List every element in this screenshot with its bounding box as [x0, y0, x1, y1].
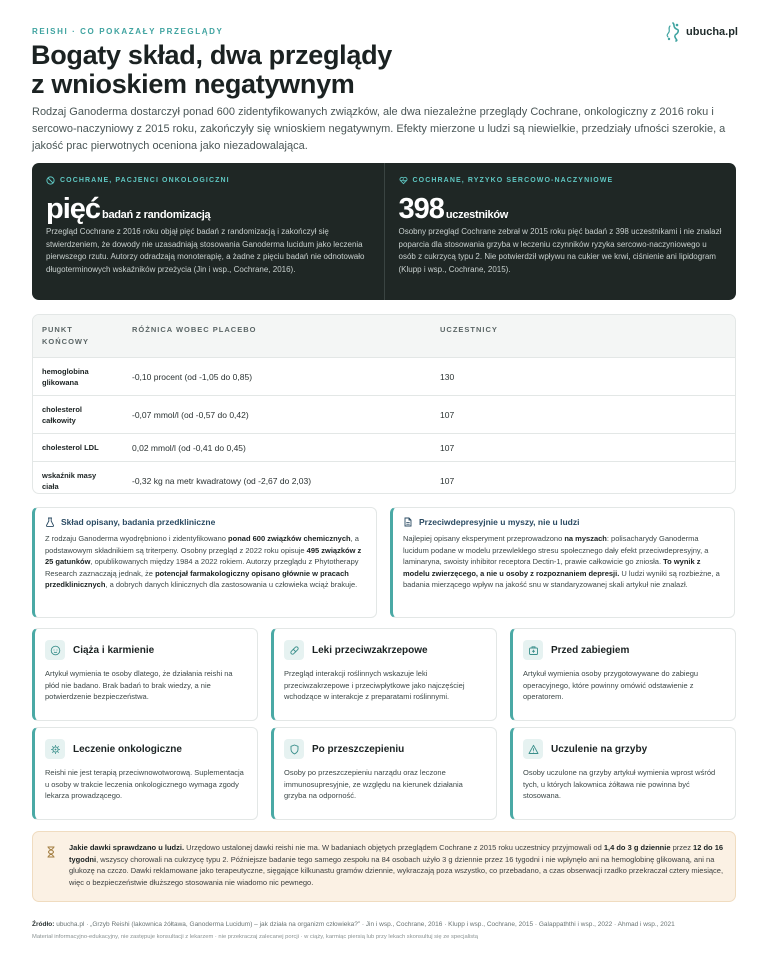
card-text: Reishi nie jest terapią przeciwnowotworową. Suplementacja u osoby w trakcie leczenia onkologicznego wymaga zgody lekarza prowadzącego.	[45, 768, 244, 801]
note-text: Jakie dawki sprawdzano u ludzi. Urzędowo ustalonej dawki reishi nie ma. W badaniach objętych przeglądem Cochrane z 2015 roku uczestnicy przyjmowali od 1,4 do 3 g dziennie przez 12 do 16 tygodni, wszyscy chorowali na cukrzycę typu 2. Późniejsze badanie tego samego zespołu na 84 osobach użyło 3 g dziennie przez 16 tygodni i nie wpłynęło ani na hemoglobinę glikowaną, ani na glukozę na czczo. Dawki reklamowane jako terapeutyczne, sięgające kilkunastu gramów dziennie, wykraczają poza wszystko, co przebadano, a czas obserwacji rzadko przekraczał cztery miesiące, więc o bezpieczeństwie dłuższego stosowania nie wiadomo nic pewnego.	[69, 843, 724, 888]
info-text: Najlepiej opisany eksperyment przeprowadzono na myszach: polisacharydy Ganoderma lucidum podane w modelu przewlekłego stresu społecznego dały efekt przeciwdepresyjny, a laminaryna, swoisty inhibitor receptora Dectin-1, prawie całkowicie go zniosła. To wynik z modelu zwierzęcego, a nie u osoby z rozpoznaniem depresji. U ludzi wyniki są rozbieżne, a badania mierzącego wpływ na jakość snu w standaryzowanej skali artykuł nie znalazł.	[403, 534, 720, 590]
card-text: Artykuł wymienia osoby przygotowywane do zabiegu operacyjnego, które powinny omówić odstawienie z operatorem.	[523, 669, 699, 702]
card-title: Leczenie onkologiczne	[45, 739, 247, 759]
dosage-note	[32, 831, 736, 902]
info-box-composition	[32, 507, 377, 618]
stat-text: Przegląd Cochrane z 2016 roku objął pięć badań z randomizacją i zakończył się stwierdzeniem, że dowody nie uzasadniają stosowania Ganoderma lucidum jako leczenia pierwszego rzutu. Autorzy odradzają monoterapię, a żadne z pięciu badań nie odnotowało długoterminowych wskaźników przeżycia (Jin i wsp., Cochrane, 2016).	[46, 227, 365, 274]
card-title: Po przeszczepieniu	[284, 739, 486, 759]
card-surgery	[510, 628, 736, 721]
info-title: Przeciwdepresyjnie u myszy, nie u ludzi	[403, 517, 724, 527]
heart-pulse-icon	[399, 176, 408, 185]
shield-icon	[289, 744, 300, 755]
card-text: Osoby uczulone na grzyby artykuł wymienia wprost wśród tych, u których lakownica żółtawa nie powinna być stosowana.	[523, 768, 716, 801]
baby-icon	[50, 645, 61, 656]
card-title: Leki przeciwzakrzepowe	[284, 640, 486, 660]
pill-icon	[289, 645, 300, 656]
stat-number: 398 uczestników	[398, 193, 508, 225]
info-title: Skład opisany, badania przedkliniczne	[45, 517, 366, 527]
card-text: Osoby po przeszczepieniu narządu oraz leczone immunosupresyjnie, ze względu na kierunek działania grzyba na odporność.	[284, 768, 463, 801]
card-title: Przed zabiegiem	[523, 640, 725, 660]
medical-bag-icon	[528, 645, 539, 656]
table-header: PUNKT KOŃCOWY	[33, 315, 123, 358]
hourglass-icon	[46, 846, 56, 858]
card-fungal-allergy	[510, 727, 736, 820]
kicker: REISHI · CO POKAZAŁY PRZEGLĄDY	[32, 27, 224, 36]
stats-panel	[32, 163, 736, 300]
table-row: wskaźnik masy ciała -0,32 kg na metr kwadratowy (od -2,67 do 2,03) 107	[33, 462, 735, 495]
stat-cardio	[384, 163, 737, 300]
card-text: Przegląd interakcji roślinnych wskazuje leki przeciwzakrzepowe i przeciwpłytkowe jako najczęściej wchodzące w interakcje z preparatami roślinnymi.	[284, 669, 465, 702]
warning-icon	[528, 744, 539, 755]
card-transplant	[271, 727, 497, 820]
info-box-depression	[390, 507, 735, 618]
page-title: Bogaty skład, dwa przeglądy z wnioskiem negatywnym	[31, 40, 393, 99]
table-header: RÓŻNICA WOBEC PLACEBO	[123, 315, 431, 358]
table-row: hemoglobina glikowana -0,10 procent (od -1,05 do 0,85) 130	[33, 358, 735, 396]
stat-label: COCHRANE, PACJENCI ONKOLOGICZNI	[46, 176, 370, 185]
site-logo[interactable]	[665, 22, 738, 42]
cell-icon	[50, 744, 61, 755]
card-title: Uczulenie na grzyby	[523, 739, 725, 759]
info-text: Z rodzaju Ganoderma wyodrębniono i zidentyfikowano ponad 600 związków chemicznych, a podstawowym składnikiem są triterpeny. Osobny przegląd z 2022 roku opisuje 495 związków z 25 gatunków, opublikowanych między 1984 a 2022 rokiem. Autorzy przeglądu z Phytotherapy Research zaznaczają jednak, że potencjał farmakologiczny opisano głównie w pracach przedklinicznych, a dobrych danych klinicznych dla zastosowania u człowieka wciąż brakuje.	[45, 534, 362, 590]
stat-oncology	[32, 163, 384, 300]
stat-text: Osobny przegląd Cochrane zebrał w 2015 roku pięć badań z 398 uczestnikami i nie znalazł poparcia dla stosowania grzyba w leczeniu czynników ryzyka sercowo-naczyniowego u osób z cukrzycą typu 2. Nie potwierdził wpływu na cukier we krwi, ciśnienie ani lipidogram (Klupp i wsp., Cochrane, 2015).	[398, 227, 722, 274]
table-header: UCZESTNICY	[431, 315, 735, 358]
card-pregnancy	[32, 628, 258, 721]
lead-paragraph: Rodzaj Ganoderma dostarczył ponad 600 zidentyfikowanych związków, ale dwa niezależne przeglądy Cochrane, onkologiczny z 2016 roku i sercowo-naczyniowy z 2015 roku, zakończyły się wnioskiem negatywnym. Efekty mierzone u ludzi są niewielkie, przedziały ufności szerokie, a jakość prac pierwotnych oceniona jako niezadowalająca.	[32, 106, 726, 152]
document-icon	[403, 517, 413, 527]
card-anticoagulants	[271, 628, 497, 721]
source-line: Źródło: ubucha.pl · „Grzyb Reishi (lakownica żółtawa, Ganoderma Lucidum) – jak działa na organizm człowieka?” · Jin i wsp., Cochrane, 2016 · Klupp i wsp., Cochrane, 2015 · Galappaththi i wsp., 2022 · Ahmad i wsp., 2021	[32, 921, 675, 928]
kombucha-logo-icon	[665, 22, 682, 42]
results-table	[32, 314, 736, 494]
disclaimer: Materiał informacyjno-edukacyjny, nie zastępuje konsultacji z lekarzem · nie przekraczaj zalecanej porcji · w ciąży, karmiąc piersią lub przy lekach skonsultuj się ze specjalistą	[32, 934, 479, 940]
stat-label: COCHRANE, RYZYKO SERCOWO-NACZYNIOWE	[399, 176, 723, 185]
flask-icon	[45, 517, 55, 527]
ban-icon	[46, 176, 55, 185]
logo-text: ubucha.pl	[686, 26, 738, 38]
card-text: Artykuł wymienia te osoby dlatego, że działania reishi na płód nie badano. Brak badań to brak wiedzy, a nie potwierdzenie bezpieczeństwa.	[45, 669, 233, 702]
table-row: cholesterol całkowity -0,07 mmol/l (od -0,57 do 0,42) 107	[33, 396, 735, 434]
card-title: Ciąża i karmienie	[45, 640, 247, 660]
card-oncology	[32, 727, 258, 820]
stat-number: pięć badań z randomizacją	[46, 193, 211, 225]
table-row: cholesterol LDL 0,02 mmol/l (od -0,41 do 0,45) 107	[33, 434, 735, 462]
